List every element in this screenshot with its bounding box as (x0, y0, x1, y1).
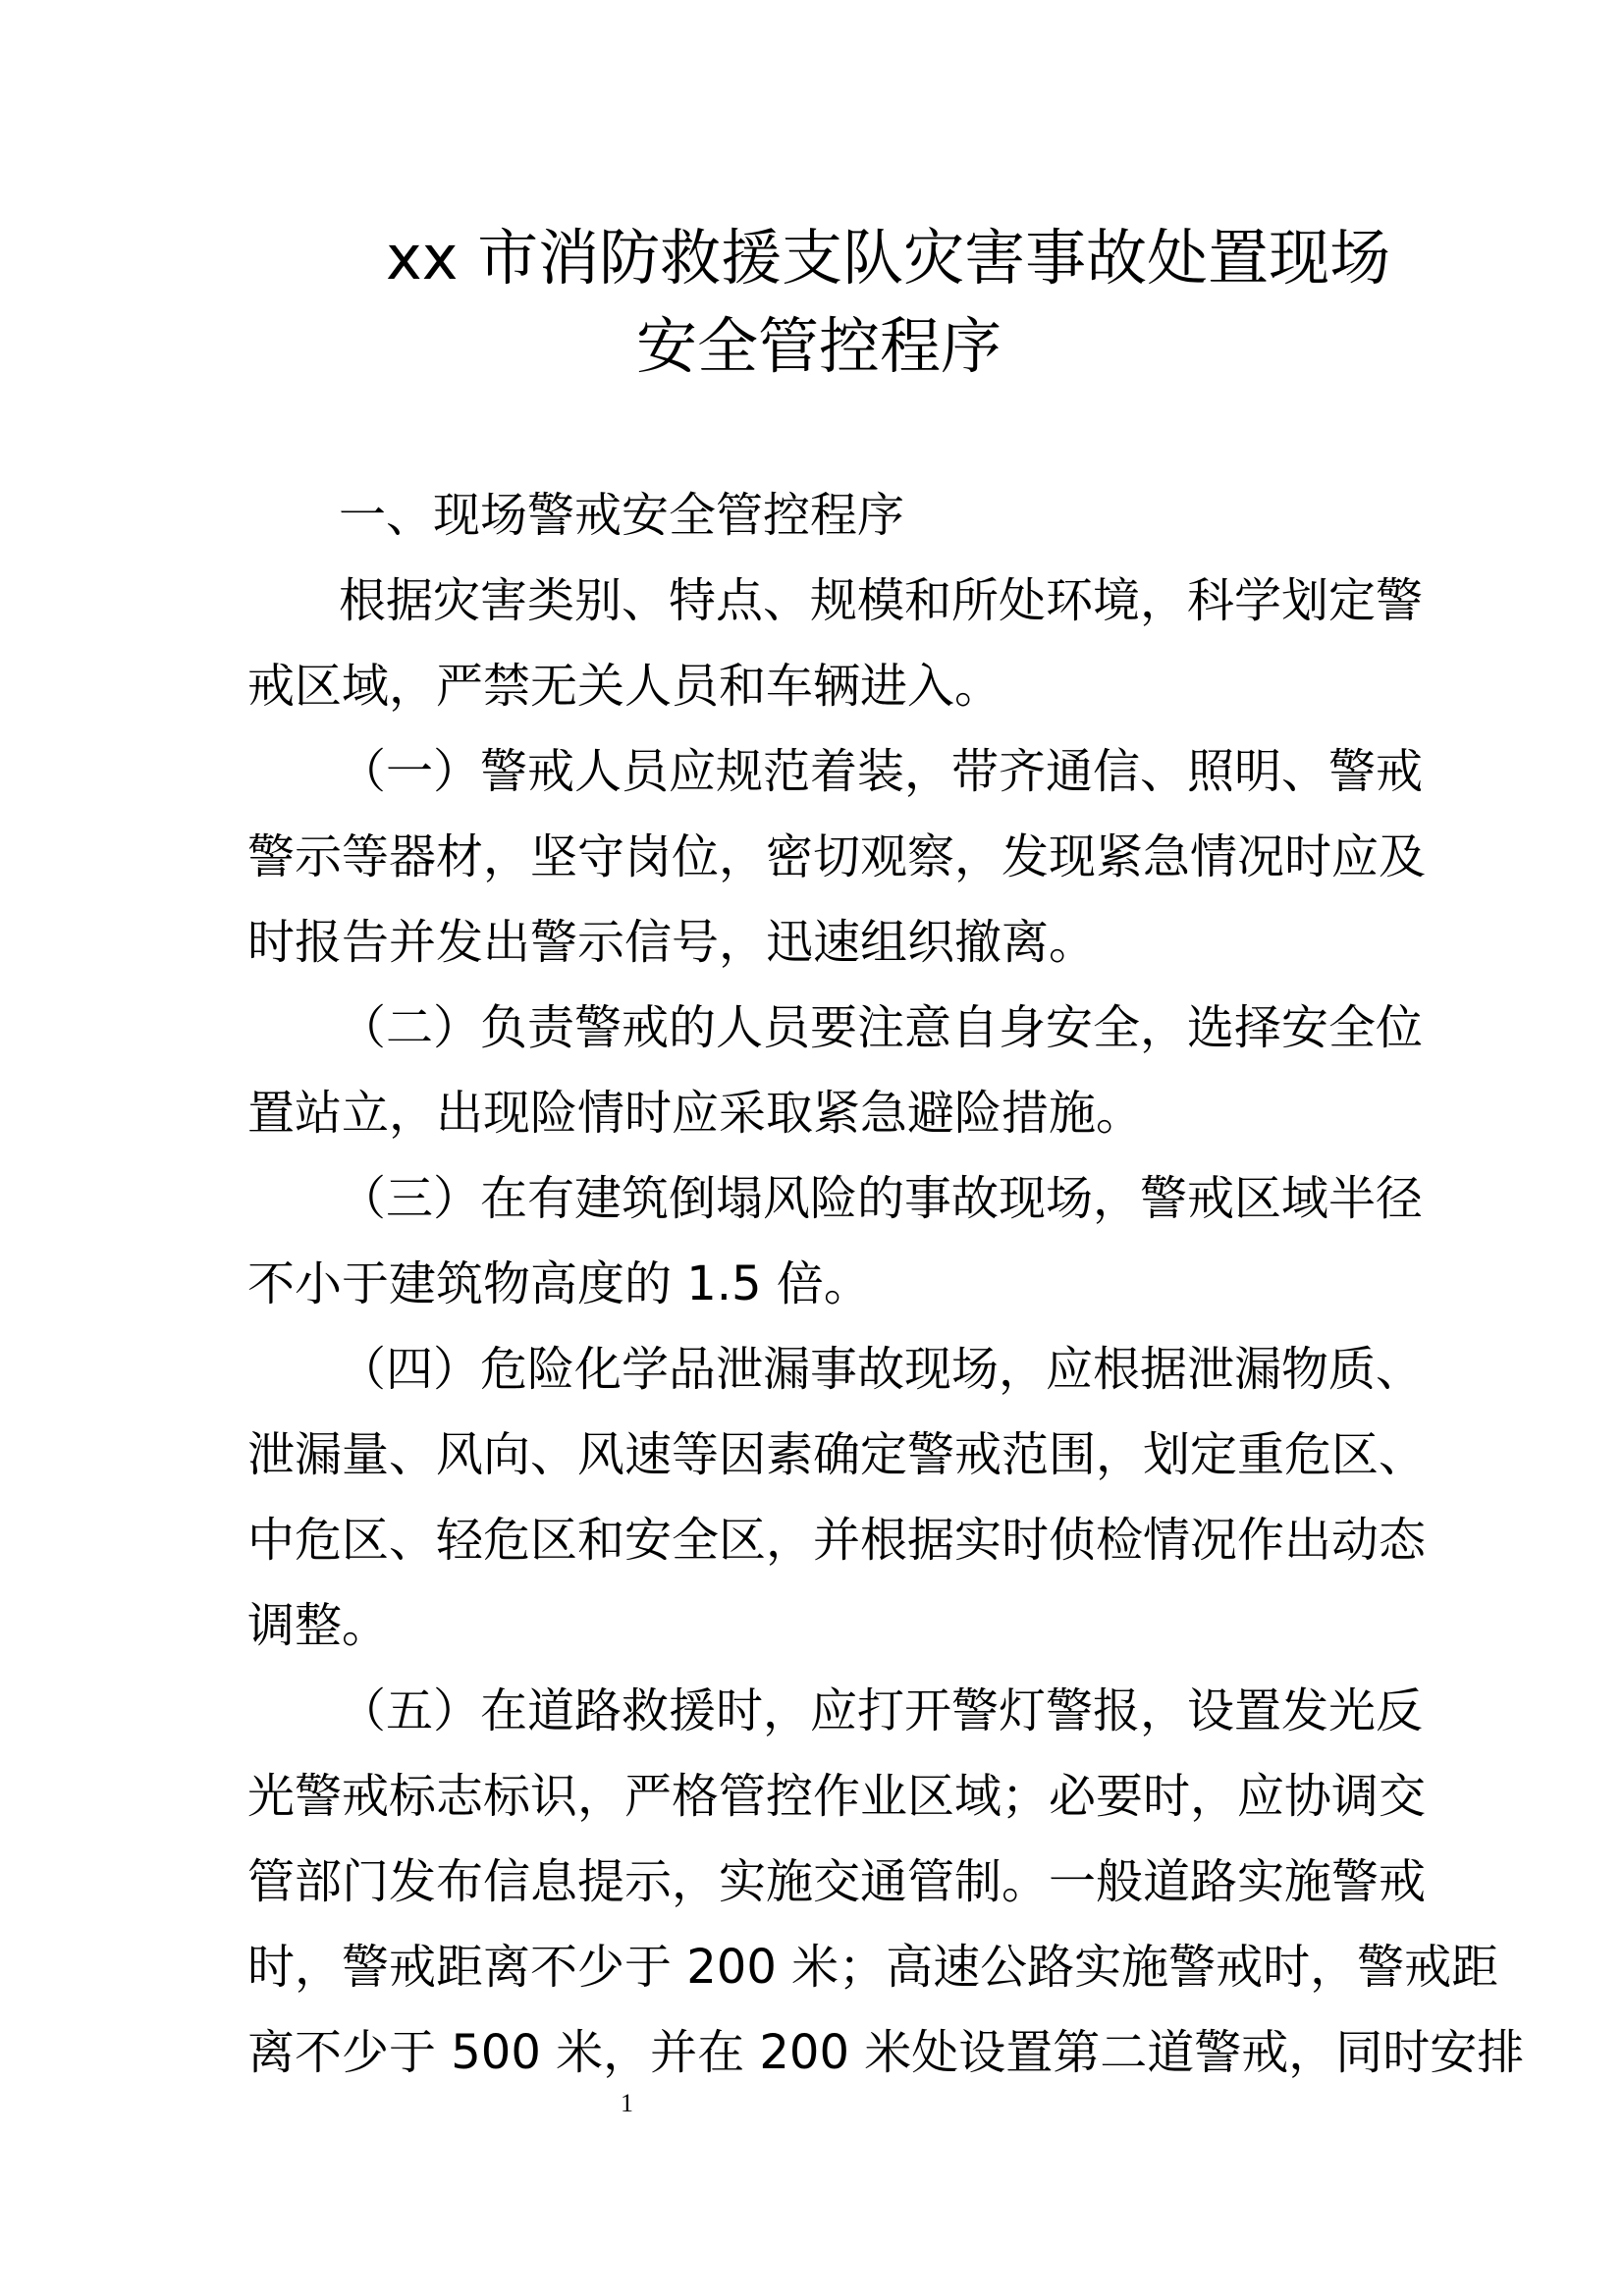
text-line: 置站立，出现险情时应采取紧急避险措施。 (247, 1086, 1144, 1141)
text-line: 管部门发布信息提示，实施交通管制。一般道路实施警戒 (247, 1854, 1427, 1909)
text-line: 中危区、轻危区和安全区，并根据实时侦检情况作出动态 (247, 1513, 1427, 1568)
document-title-line-2: 安全管控程序 (636, 310, 1002, 382)
section-heading: 一、现场警戒安全管控程序 (339, 488, 905, 543)
text-line: （二）负责警戒的人员要注意自身安全，选择安全位 (339, 1000, 1424, 1055)
text-line: 泄漏量、风向、风速等因素确定警戒范围，划定重危区、 (247, 1427, 1427, 1482)
document-title-line-1: xx 市消防救援支队灾害事故处置现场 (386, 222, 1391, 294)
text-line: 根据灾害类别、特点、规模和所处环境，科学划定警 (339, 573, 1424, 628)
text-line: 时报告并发出警示信号，迅速组织撤离。 (247, 915, 1097, 970)
text-line: 不小于建筑物高度的 1.5 倍。 (247, 1256, 871, 1311)
text-line: 戒区域，严禁无关人员和车辆进入。 (247, 659, 1002, 714)
text-line: 调整。 (247, 1598, 390, 1653)
text-line: 离不少于 500 米，并在 200 米处设置第二道警戒，同时安排 (247, 2025, 1525, 2080)
text-line: （五）在道路救援时，应打开警灯警报，设置发光反 (339, 1683, 1424, 1738)
text-line: （三）在有建筑倒塌风险的事故现场，警戒区域半径 (339, 1171, 1424, 1226)
text-line: 警示等器材，坚守岗位，密切观察，发现紧急情况时应及 (247, 829, 1427, 884)
page-number: 1 (621, 2089, 633, 2117)
text-line: 光警戒标志标识，严格管控作业区域；必要时，应协调交 (247, 1769, 1427, 1824)
text-line: 时，警戒距离不少于 200 米；高速公路实施警戒时，警戒距 (247, 1940, 1499, 1995)
text-line: （四）危险化学品泄漏事故现场，应根据泄漏物质、 (339, 1342, 1424, 1397)
text-line: （一）警戒人员应规范着装，带齐通信、照明、警戒 (339, 744, 1424, 799)
document-body (247, 473, 1525, 2096)
